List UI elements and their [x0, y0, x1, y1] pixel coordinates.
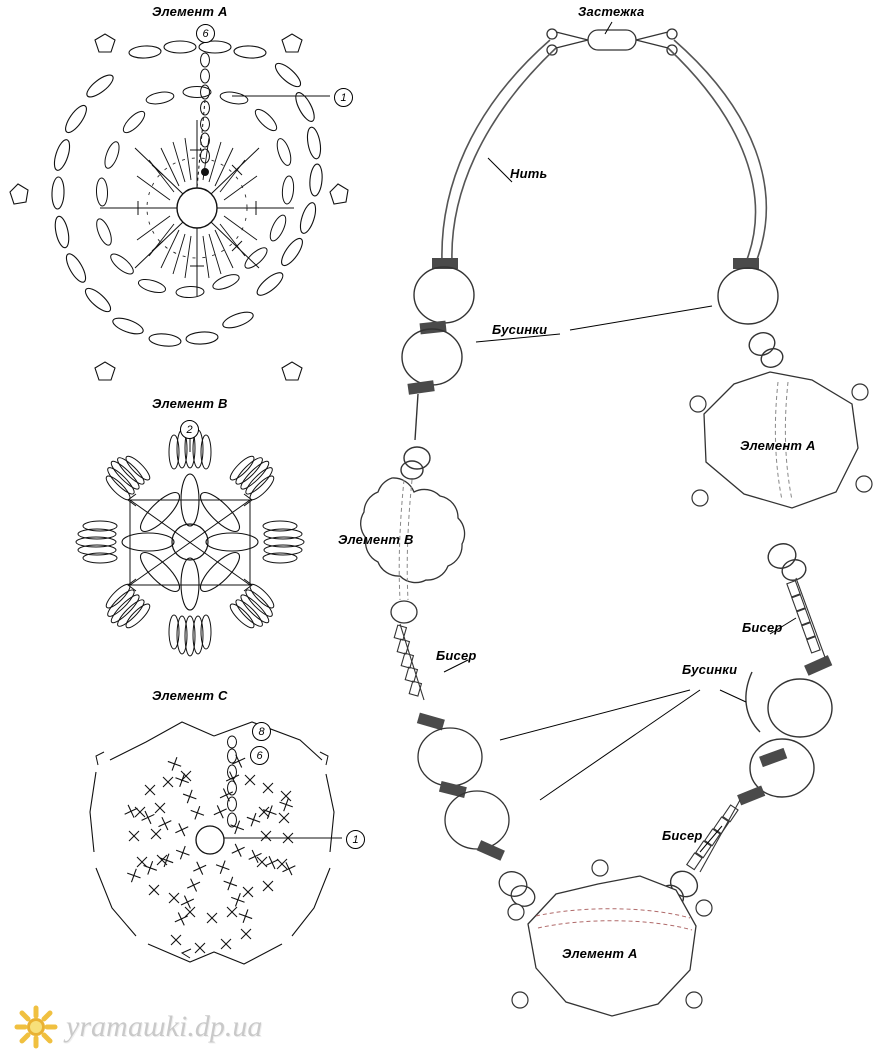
- label-element-b-left: Элемент В: [338, 532, 414, 547]
- element-c-marker-6: 6: [250, 746, 269, 765]
- element-c-marker-1: 1: [346, 830, 365, 849]
- element-b-chart-art: [76, 428, 304, 656]
- label-seed-beads-bottom: Бисер: [662, 828, 703, 843]
- necklace-assembly-art: [361, 29, 872, 1016]
- label-element-a-right: Элемент А: [740, 438, 816, 453]
- element-c-chart-art: [90, 722, 342, 964]
- element-b-marker-2: 2: [180, 420, 199, 439]
- element-a-marker-6: 6: [196, 24, 215, 43]
- element-b-chart-title: Элемент В: [152, 396, 228, 411]
- label-clasp: Застежка: [578, 4, 645, 19]
- element-c-chart-title: Элемент С: [152, 688, 228, 703]
- element-a-marker-1: 1: [334, 88, 353, 107]
- sun-icon: [14, 1005, 58, 1049]
- element-c-marker-8: 8: [252, 722, 271, 741]
- element-a-chart-art: [10, 30, 348, 380]
- label-seed-beads-right: Бисер: [742, 620, 783, 635]
- label-thread: Нить: [510, 166, 548, 181]
- label-element-a-bottom: Элемент А: [562, 946, 638, 961]
- watermark: [14, 1005, 262, 1049]
- element-a-chart-title: Элемент А: [152, 4, 228, 19]
- label-beads-top: Бусинки: [492, 322, 548, 337]
- label-seed-beads-left: Бисер: [436, 648, 477, 663]
- watermark-text: уraташki.dp.ua: [66, 1010, 263, 1043]
- label-beads-middle: Бусинки: [682, 662, 738, 677]
